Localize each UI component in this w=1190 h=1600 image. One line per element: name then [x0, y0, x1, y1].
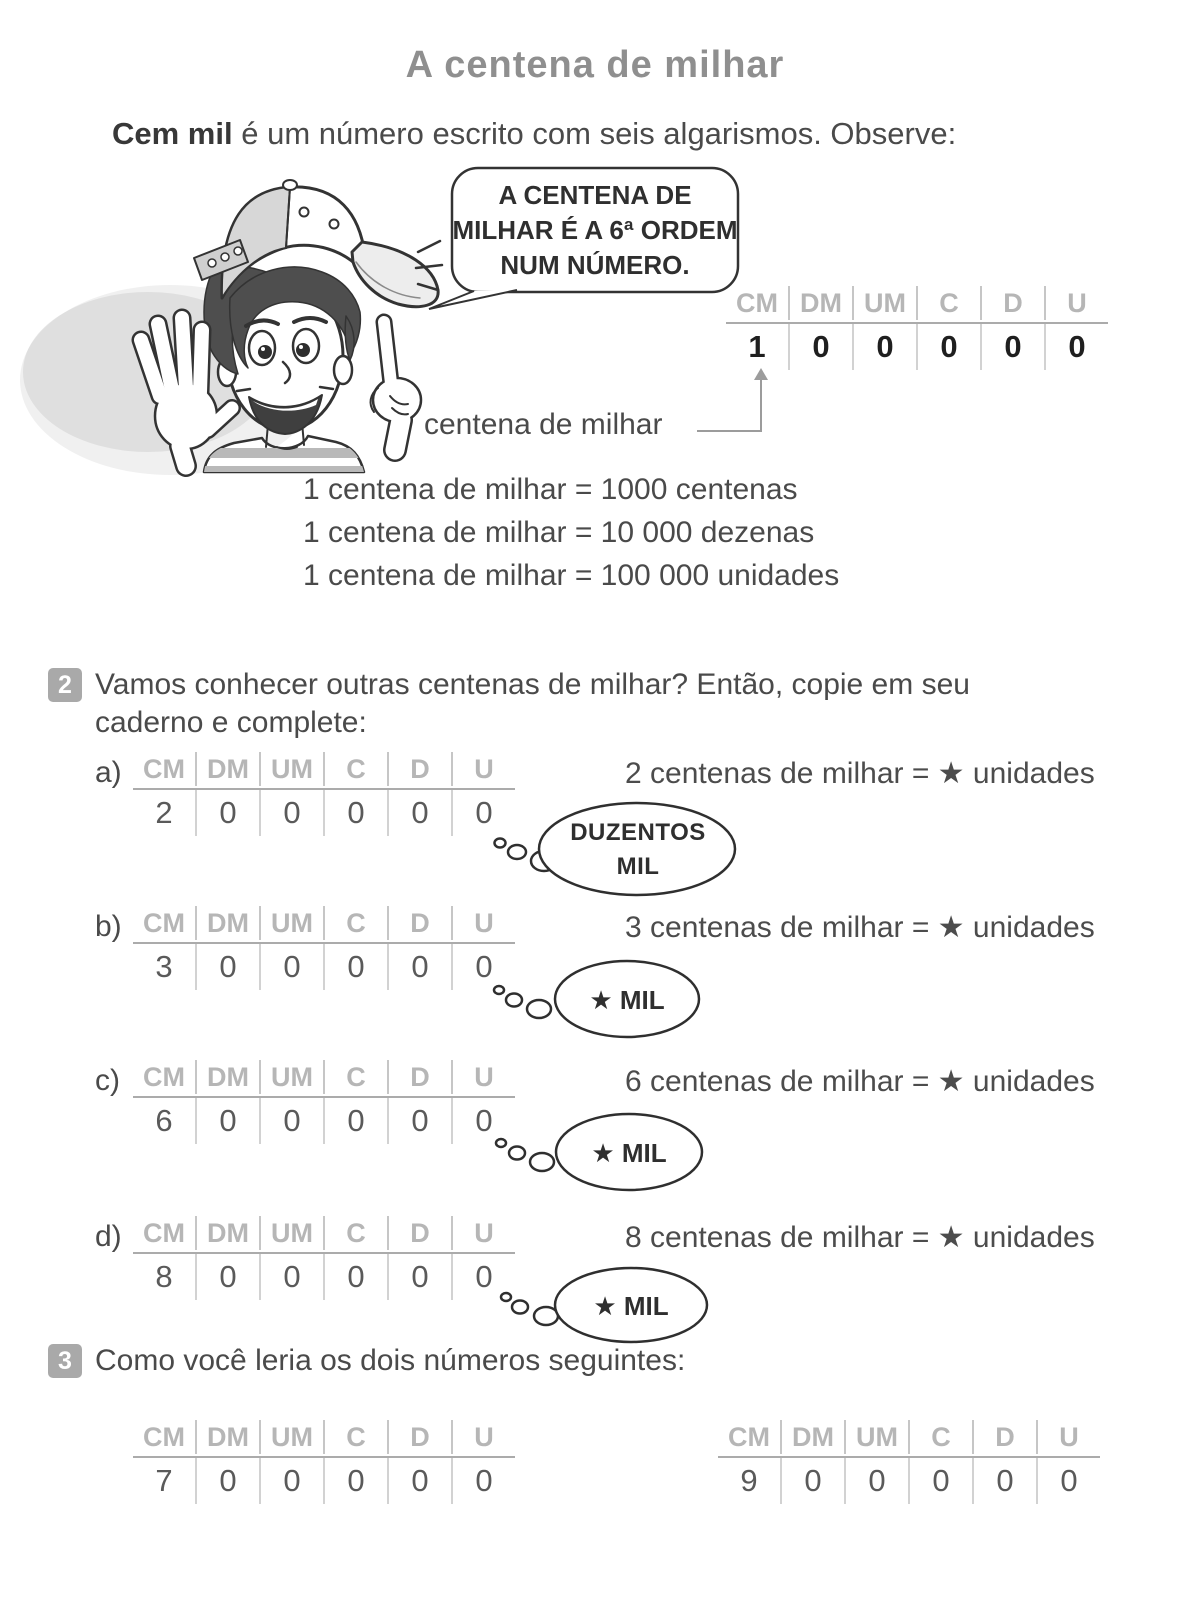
pv-digit: 0 — [910, 1458, 974, 1504]
exercise-2-prompt — [95, 666, 970, 742]
item-b-statement: 3 centenas de milhar = ★ unidades — [625, 911, 1095, 944]
pv-header-u: U — [474, 908, 494, 938]
speech-bubble-text — [452, 178, 738, 283]
pv-header-dm: DM — [197, 1420, 261, 1454]
item-d-label: d) — [95, 1220, 122, 1253]
page-title: A centena de milhar — [405, 44, 785, 86]
pv-digit-row — [133, 1458, 515, 1504]
pv-digit: 0 — [389, 1254, 453, 1300]
pv-digit: 0 — [197, 1458, 261, 1504]
pv-header-um: UM — [854, 286, 918, 320]
prompt-line: caderno e complete: — [95, 706, 367, 739]
pv-digit: 0 — [325, 1254, 389, 1300]
equation-line: 1 centena de milhar = 10 000 dezenas — [303, 516, 815, 549]
speech-line: MILHAR É A 6ª ORDEM — [452, 215, 738, 245]
pv-digit: 0 — [197, 1254, 261, 1300]
thought-line: DUZENTOS — [570, 819, 706, 846]
place-value-table-b — [133, 906, 515, 990]
pv-digit: 0 — [389, 1458, 453, 1504]
item-a-label: a) — [95, 756, 122, 789]
pv-header-d: D — [389, 1420, 453, 1454]
pv-header-row — [133, 752, 515, 790]
pv-header-cm: CM — [133, 1216, 197, 1250]
pv-digit-row — [726, 324, 1108, 370]
pv-header-cm: CM — [133, 752, 197, 786]
pv-header-row — [133, 1420, 515, 1458]
pv-header-u: U — [474, 1218, 494, 1248]
pv-digit: 0 — [325, 1458, 389, 1504]
pv-digit-row — [133, 1254, 515, 1300]
pv-digit: 7 — [133, 1458, 197, 1504]
exercise-2-badge: 2 — [48, 668, 82, 702]
boy-pointing-hand — [371, 322, 421, 450]
pv-digit: 0 — [389, 944, 453, 990]
pv-digit: 0 — [1060, 1463, 1078, 1498]
pv-digit-row — [133, 1098, 515, 1144]
pv-digit: 0 — [475, 1259, 493, 1294]
pv-digit: 0 — [475, 1103, 493, 1138]
pv-header-um: UM — [261, 906, 325, 940]
pv-digit: 0 — [918, 324, 982, 370]
pv-digit: 0 — [790, 324, 854, 370]
pv-digit: 0 — [325, 790, 389, 836]
connector-arrow — [697, 368, 768, 431]
pv-digit: 0 — [197, 944, 261, 990]
pv-header-c: C — [325, 906, 389, 940]
place-value-table-d — [133, 1216, 515, 1300]
pv-header-um: UM — [261, 752, 325, 786]
thought-text-d: ★ MIL — [593, 1291, 669, 1321]
pv-header-row — [726, 286, 1108, 324]
pv-header-um: UM — [261, 1060, 325, 1094]
pv-digit: 0 — [261, 1458, 325, 1504]
pv-digit: 0 — [197, 1098, 261, 1144]
pv-header-u: U — [474, 754, 494, 784]
pv-header-d: D — [389, 906, 453, 940]
pv-digit: 0 — [261, 1098, 325, 1144]
pv-digit: 0 — [982, 324, 1046, 370]
pv-header-c: C — [325, 1060, 389, 1094]
pv-digit: 8 — [133, 1254, 197, 1300]
equation-line: 1 centena de milhar = 1000 centenas — [303, 473, 798, 506]
pv-digit: 0 — [197, 790, 261, 836]
pv-digit: 0 — [782, 1458, 846, 1504]
pv-header-d: D — [974, 1420, 1038, 1454]
pv-header-c: C — [918, 286, 982, 320]
pv-digit: 0 — [389, 790, 453, 836]
pv-digit: 0 — [974, 1458, 1038, 1504]
cap-bill — [352, 242, 438, 307]
pv-header-d: D — [389, 1060, 453, 1094]
pv-header-um: UM — [846, 1420, 910, 1454]
pv-digit: 6 — [133, 1098, 197, 1144]
pv-header-dm: DM — [197, 906, 261, 940]
exercise-3-badge: 3 — [48, 1344, 82, 1378]
exercise-3-prompt: Como você leria os dois números seguintes: — [95, 1344, 686, 1377]
item-d-statement: 8 centenas de milhar = ★ unidades — [625, 1221, 1095, 1254]
item-c-label: c) — [95, 1064, 120, 1097]
pv-header-row — [133, 1216, 515, 1254]
place-value-table-c — [133, 1060, 515, 1144]
pv-header-c: C — [325, 752, 389, 786]
pv-header-row — [133, 1060, 515, 1098]
pv-digit: 0 — [325, 1098, 389, 1144]
pv-digit: 0 — [325, 944, 389, 990]
intro-rest: é um número escrito com seis algarismos. Observe: — [232, 116, 957, 151]
pv-header-u: U — [1067, 288, 1087, 318]
pv-digit: 2 — [133, 790, 197, 836]
thought-text-a — [540, 816, 736, 884]
pv-digit: 0 — [389, 1098, 453, 1144]
pv-digit: 0 — [1068, 329, 1086, 364]
pv-header-um: UM — [261, 1420, 325, 1454]
pv-header-c: C — [910, 1420, 974, 1454]
speech-line: NUM NÚMERO. — [500, 250, 690, 280]
pv-header-c: C — [325, 1216, 389, 1250]
pv-header-c: C — [325, 1420, 389, 1454]
pv-header-cm: CM — [133, 1060, 197, 1094]
equations-block — [303, 468, 839, 597]
pv-digit: 9 — [718, 1458, 782, 1504]
intro-text — [112, 116, 956, 152]
pv-digit-row — [133, 944, 515, 990]
pv-digit: 0 — [261, 944, 325, 990]
pv-digit: 0 — [475, 795, 493, 830]
pv-digit: 1 — [726, 324, 790, 370]
pv-digit: 3 — [133, 944, 197, 990]
main-table-caption: centena de milhar — [424, 408, 663, 441]
pv-header-dm: DM — [790, 286, 854, 320]
pv-digit: 0 — [261, 790, 325, 836]
pv-header-cm: CM — [133, 906, 197, 940]
thought-line: MIL — [616, 853, 660, 880]
speech-line: A CENTENA DE — [498, 180, 692, 210]
pv-digit: 0 — [846, 1458, 910, 1504]
prompt-line: Vamos conhecer outras centenas de milhar? Então, copie em seu — [95, 668, 970, 701]
pv-header-u: U — [474, 1422, 494, 1452]
place-value-table-a — [133, 752, 515, 836]
pv-header-cm: CM — [726, 286, 790, 320]
pv-header-d: D — [389, 752, 453, 786]
place-value-table-main — [726, 286, 1108, 370]
pv-header-dm: DM — [782, 1420, 846, 1454]
pv-digit-row — [718, 1458, 1100, 1504]
pv-header-d: D — [389, 1216, 453, 1250]
pv-digit: 0 — [854, 324, 918, 370]
pv-header-u: U — [1059, 1422, 1079, 1452]
pv-header-dm: DM — [197, 1060, 261, 1094]
boy-illustration — [20, 180, 442, 476]
item-b-label: b) — [95, 910, 122, 943]
thought-text-b: ★ MIL — [589, 985, 665, 1015]
pv-header-um: UM — [261, 1216, 325, 1250]
pv-header-row — [718, 1420, 1100, 1458]
pv-header-u: U — [474, 1062, 494, 1092]
thought-text-c: ★ MIL — [591, 1138, 667, 1168]
item-a-statement: 2 centenas de milhar = ★ unidades — [625, 757, 1095, 790]
equation-line: 1 centena de milhar = 100 000 unidades — [303, 559, 840, 592]
pv-header-d: D — [982, 286, 1046, 320]
pv-header-row — [133, 906, 515, 944]
pv-header-cm: CM — [133, 1420, 197, 1454]
place-value-table-e3-right — [718, 1420, 1100, 1504]
pv-digit: 0 — [475, 949, 493, 984]
place-value-table-e3-left — [133, 1420, 515, 1504]
pv-digit: 0 — [475, 1463, 493, 1498]
intro-bold: Cem mil — [112, 116, 233, 151]
pv-header-dm: DM — [197, 752, 261, 786]
pv-header-cm: CM — [718, 1420, 782, 1454]
item-c-statement: 6 centenas de milhar = ★ unidades — [625, 1065, 1095, 1098]
pv-digit-row — [133, 790, 515, 836]
pv-digit: 0 — [261, 1254, 325, 1300]
pv-header-dm: DM — [197, 1216, 261, 1250]
